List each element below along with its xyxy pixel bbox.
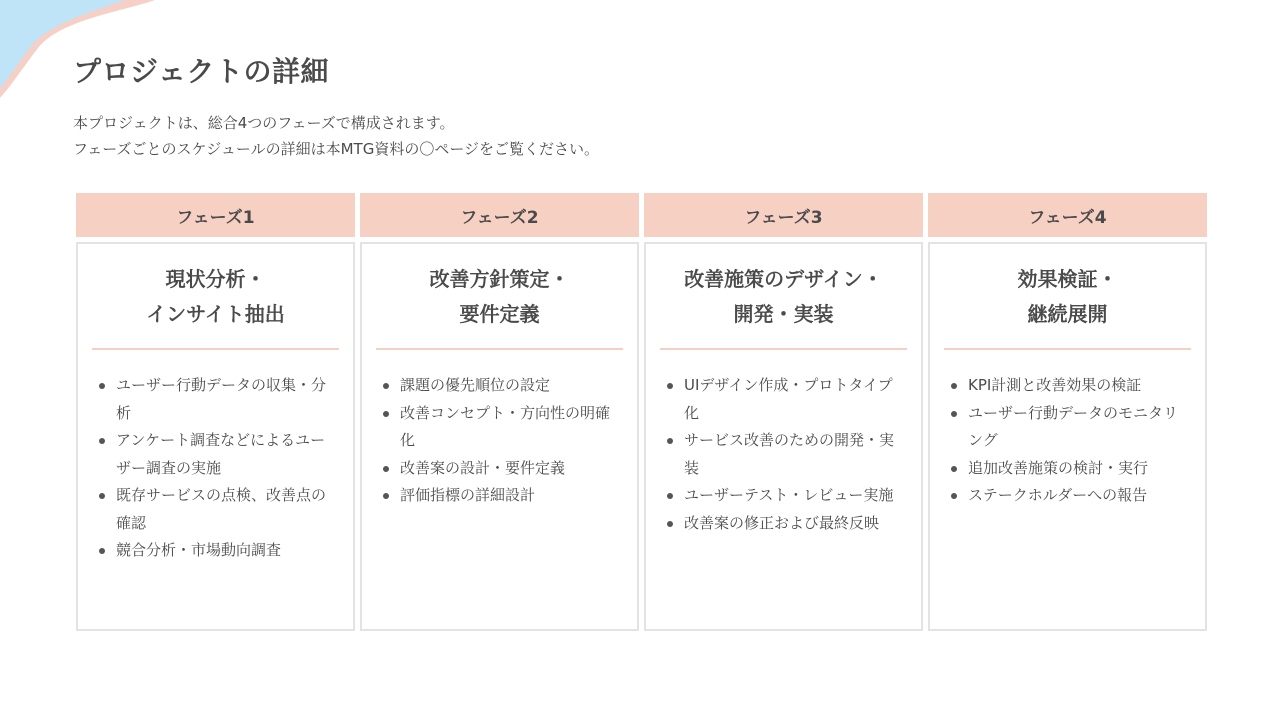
phase-task-list-1 <box>92 372 339 565</box>
phase-column-2 <box>360 193 639 631</box>
phase-card-2 <box>360 242 639 631</box>
phase-title-2 <box>376 262 623 332</box>
phase-title-line: 現状分析・ <box>165 267 266 291</box>
task-item: KPI計測と改善効果の検証 <box>968 372 1191 400</box>
task-item: ステークホルダーへの報告 <box>968 482 1191 510</box>
phase-title-line: 継続展開 <box>1027 302 1108 326</box>
phase-task-list-2 <box>376 372 623 510</box>
phase-title-line: 改善施策のデザイン・ <box>684 267 883 291</box>
intro-line-2: フェーズごとのスケジュールの詳細は本MTG資料の〇ページをご覧ください。 <box>73 140 600 158</box>
phase-column-1 <box>76 193 355 631</box>
phase-divider <box>944 348 1191 350</box>
task-item: ユーザー行動データの収集・分析 <box>116 372 339 427</box>
phase-header-4: フェーズ4 <box>928 193 1207 237</box>
phase-title-3 <box>660 262 907 332</box>
phase-column-3 <box>644 193 923 631</box>
phase-title-4 <box>944 262 1191 332</box>
task-item: 課題の優先順位の設定 <box>400 372 623 400</box>
phase-task-list-4 <box>944 372 1191 510</box>
task-item: UIデザイン作成・プロトタイプ化 <box>684 372 907 427</box>
phase-card-1 <box>76 242 355 631</box>
phase-title-line: 要件定義 <box>459 302 540 326</box>
intro-line-1: 本プロジェクトは、総合4つのフェーズで構成されます。 <box>73 114 455 132</box>
task-item: 改善コンセプト・方向性の明確化 <box>400 400 623 455</box>
phase-task-list-3 <box>660 372 907 537</box>
task-item: 改善案の設計・要件定義 <box>400 455 623 483</box>
task-item: ユーザー行動データのモニタリング <box>968 400 1191 455</box>
phase-divider <box>92 348 339 350</box>
task-item: 追加改善施策の検討・実行 <box>968 455 1191 483</box>
phase-header-3: フェーズ3 <box>644 193 923 237</box>
intro-text <box>73 110 599 162</box>
phase-title-line: 効果検証・ <box>1017 267 1118 291</box>
phase-title-line: 開発・実装 <box>733 302 834 326</box>
phase-header-1: フェーズ1 <box>76 193 355 237</box>
task-item: 競合分析・市場動向調査 <box>116 537 339 565</box>
task-item: 改善案の修正および最終反映 <box>684 510 907 538</box>
task-item: 評価指標の詳細設計 <box>400 482 623 510</box>
task-item: 既存サービスの点検、改善点の確認 <box>116 482 339 537</box>
phase-divider <box>376 348 623 350</box>
phase-card-3 <box>644 242 923 631</box>
phase-divider <box>660 348 907 350</box>
phase-title-line: インサイト抽出 <box>146 302 285 326</box>
phase-column-4 <box>928 193 1207 631</box>
phase-card-4 <box>928 242 1207 631</box>
phase-title-line: 改善方針策定・ <box>429 267 570 291</box>
page-title: プロジェクトの詳細 <box>73 55 329 88</box>
phase-header-2: フェーズ2 <box>360 193 639 237</box>
phase-title-1 <box>92 262 339 332</box>
task-item: アンケート調査などによるユーザー調査の実施 <box>116 427 339 482</box>
task-item: サービス改善のための開発・実装 <box>684 427 907 482</box>
phase-grid <box>76 193 1205 631</box>
task-item: ユーザーテスト・レビュー実施 <box>684 482 907 510</box>
